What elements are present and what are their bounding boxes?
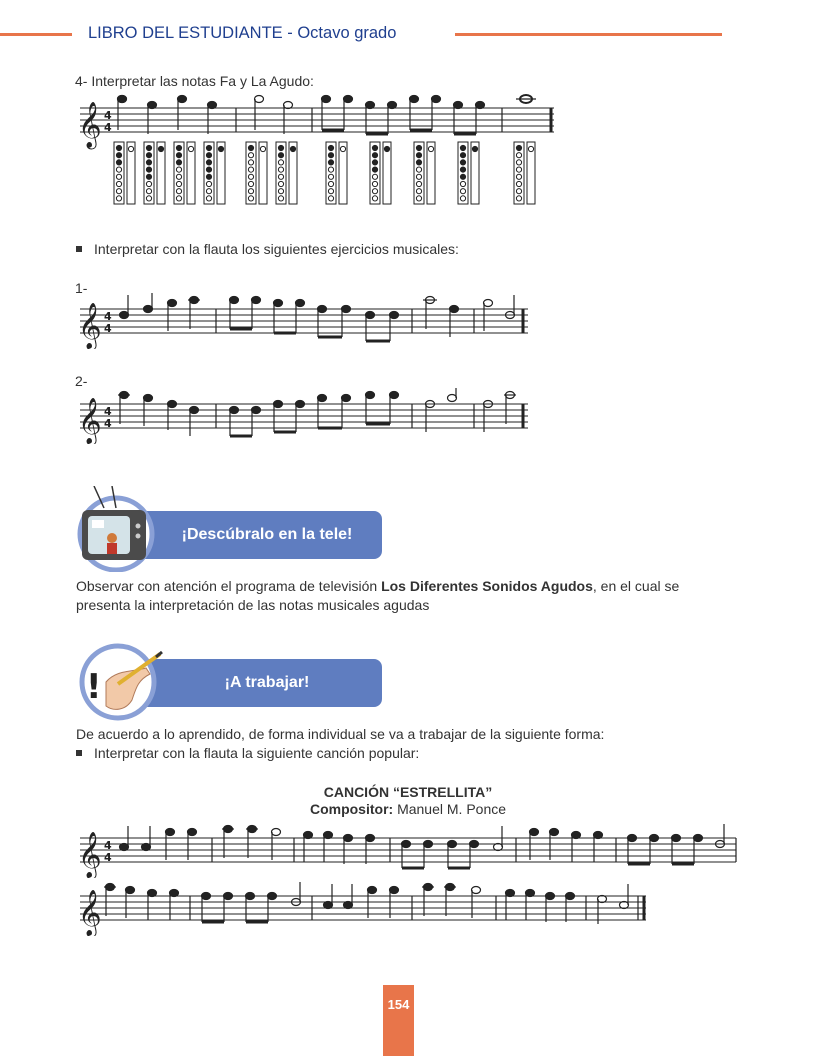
instruction-exercises: Interpretar con la flauta los siguientes ejercicios musicales: bbox=[76, 241, 459, 257]
instruction-song: Interpretar con la flauta la siguiente canción popular: bbox=[76, 745, 419, 761]
fingering-chart bbox=[174, 142, 195, 204]
fingering-chart bbox=[326, 142, 347, 204]
song-staff-1 bbox=[76, 822, 740, 878]
fingering-chart bbox=[144, 142, 165, 204]
song-staff-2 bbox=[76, 880, 652, 936]
fingering-chart bbox=[370, 142, 391, 204]
exercise-4-staff bbox=[76, 92, 558, 212]
bullet-icon bbox=[76, 246, 82, 252]
page-number: 154 bbox=[387, 997, 410, 1012]
treble-clef-icon: 𝄞 bbox=[78, 890, 102, 936]
svg-text:4: 4 bbox=[104, 322, 112, 335]
svg-text:4: 4 bbox=[104, 417, 112, 430]
treble-clef-icon: 𝄞 bbox=[78, 102, 102, 148]
notes bbox=[118, 388, 516, 436]
exercise-1-staff bbox=[76, 293, 534, 349]
tv-banner-label: ¡Descúbralo en la tele! bbox=[142, 511, 382, 559]
song-composer: Compositor: Manuel M. Ponce bbox=[309, 801, 507, 817]
fingering-chart bbox=[204, 142, 225, 204]
tv-banner bbox=[76, 486, 386, 572]
header-rule-left bbox=[0, 33, 72, 36]
exercise-4-title: 4- Interpretar las notas Fa y La Agudo: bbox=[75, 73, 314, 89]
song-title: CANCIÓN “ESTRELLITA” bbox=[323, 784, 493, 800]
writing-hand-icon bbox=[76, 640, 166, 726]
notes bbox=[120, 293, 515, 341]
time-signature bbox=[104, 109, 112, 134]
header-rule-right bbox=[455, 33, 722, 36]
svg-text:4: 4 bbox=[104, 405, 112, 418]
program-title: Los Diferentes Sonidos Agudos bbox=[381, 578, 593, 594]
treble-clef-icon: 𝄞 bbox=[78, 398, 102, 444]
tv-paragraph: Observar con atención el programa de televisión Los Diferentes Sonidos Agudos, en el cual se presenta la interpretación de las notas musicales agudas bbox=[76, 578, 680, 613]
page-header-title: LIBRO DEL ESTUDIANTE - Octavo grado bbox=[88, 24, 397, 42]
flute-fingering-charts bbox=[114, 142, 535, 204]
notes bbox=[118, 92, 537, 134]
exercise-2-staff bbox=[76, 388, 534, 444]
fingering-chart bbox=[514, 142, 535, 204]
exercise-1-label: 1- bbox=[75, 280, 88, 296]
svg-text:4: 4 bbox=[104, 851, 112, 864]
fingering-chart bbox=[414, 142, 435, 204]
fingering-chart bbox=[246, 142, 267, 204]
svg-text:4: 4 bbox=[104, 109, 112, 122]
bullet-icon bbox=[76, 750, 82, 756]
svg-text:4: 4 bbox=[104, 839, 112, 852]
treble-clef-icon: 𝄞 bbox=[78, 832, 102, 878]
work-banner bbox=[76, 640, 386, 726]
fingering-chart bbox=[114, 142, 135, 204]
page-number-tab bbox=[383, 985, 414, 1056]
svg-text:4: 4 bbox=[104, 310, 112, 323]
exercise-2-label: 2- bbox=[75, 373, 88, 389]
svg-text:!: ! bbox=[86, 667, 102, 707]
svg-text:4: 4 bbox=[104, 121, 112, 134]
work-paragraph: De acuerdo a lo aprendido, de forma individual se va a trabajar de la siguiente forma: bbox=[76, 726, 605, 742]
fingering-chart bbox=[276, 142, 297, 204]
fingering-chart bbox=[458, 142, 479, 204]
treble-clef-icon: 𝄞 bbox=[78, 303, 102, 349]
staff-lines bbox=[80, 108, 554, 132]
television-icon bbox=[76, 486, 156, 572]
work-banner-label: ¡A trabajar! bbox=[142, 659, 382, 707]
